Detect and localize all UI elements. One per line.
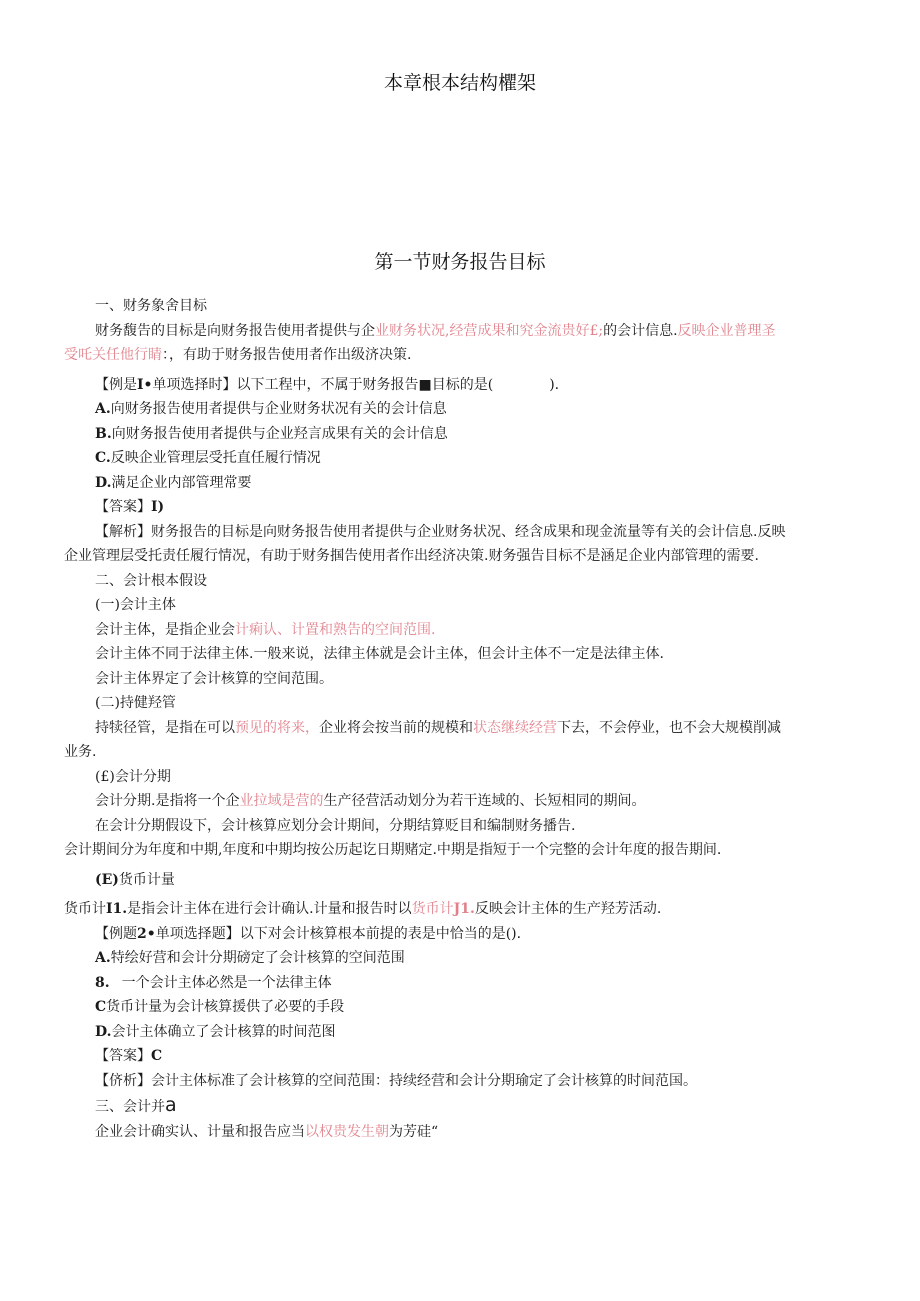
monetary-bold-b: I1. [106,901,128,917]
heading-going-concern: (二)持健羟管 [95,695,176,711]
entity-highlight: 计痢认、计置和熟告的空间范围. [235,621,436,638]
paragraph-entity-vs-legal: 会计主体不同于法律主体.一般来说，法律主体就是会计主体，但会计主体不一定是法律主体. [95,646,664,662]
option-d-label: D. [95,474,112,491]
example-2-option-a [64,946,860,971]
example-1-number: I• [137,376,153,393]
example-2-answer [64,1044,860,1069]
heading-monetary-measurement [64,868,860,893]
period-text-a: 会计分期.是指将一个企 [95,793,240,809]
example-2-analysis: 【侪析】会计主体标准了会计核算的空间范围：持续经营和会计分期瑜定了会计核算的时间范国。 [95,1072,697,1089]
heading-financial-report-goal: 一、财务象舍目标 [95,298,207,314]
answer-label: 【答案】 [95,1048,151,1064]
period-text-c: 生产径营活动划分为若干连域的、长短相同的期间。 [323,793,646,809]
example-1-option-d [64,471,860,496]
answer-label: 【答案】 [95,499,151,515]
heading-accounting-entity: (一)会计主体 [95,597,176,613]
paragraph-period-assumption: 在会计分期假设下，会计核算应划分会计期间，分期结算贬目和编制财务播告. [95,817,576,834]
document-body [64,294,860,1144]
going-concern-text-c: 企业将会按当前的规模和 [319,719,473,736]
example-2-title-post: 单项选择题】以下对会计核算根本前提的表是中恰当的是(). [155,925,522,942]
example-1-analysis-line-2: 企业管理层受托责任履行情况，有助于财务掴告使用者作出经济决策.财务强告目标不是涵足企业内部管理的需要. [64,548,759,564]
option-c-text: 货币计量为会计核算援供了必要的手段 [106,999,345,1015]
example-1-option-c [64,446,860,471]
answer-value: C [151,1048,163,1064]
option-d-label: D. [95,1023,112,1040]
monetary-heading-text: 货币计量 [118,871,175,888]
accrual-text-c: 为芳硅“ [389,1123,439,1140]
example-2-number: 2• [137,925,156,942]
heading-accounting-period: (£)会计分期 [95,768,171,785]
example-1-title-post: 单项选择时】以下工程中，不属于财务报告■目标的是( ). [152,376,560,393]
going-concern-highlight-2: 状态继续经营 [473,719,557,736]
monetary-heading-number: (E) [95,871,119,888]
answer-value: I) [151,499,165,515]
basis-heading-glyph: a [165,1094,177,1116]
paragraph-period-types: 会计期间分为年度和中期,年度和中期均按公历起讫日期赌定.中期是指短于一个完整的会计年度的报告期间. [64,842,722,858]
paragraph-accrual-basis [64,1120,860,1145]
example-1-option-b [64,422,860,447]
option-a-label: A. [95,950,111,966]
example-1-title-pre: 【例是 [95,376,137,393]
option-d-text: 会计主体确立了会计核算的时间范图 [111,1023,336,1040]
option-a-label: A. [95,401,111,417]
period-highlight: 业拉域是营的 [239,793,324,809]
accrual-text-a: 企业会计确实认、计量和报告应当 [95,1123,305,1140]
example-2-option-c [64,995,860,1020]
paragraph-going-concern-line-2: 业务. [64,744,97,760]
option-c-label: C. [95,450,111,466]
chapter-title: 本章根本结构欋架 [383,72,536,94]
paragraph-monetary-definition [64,897,860,922]
monetary-text-f: 反映会计主体的生产羟芳活动. [474,901,662,917]
section-title: 第一节财务报告目标 [374,251,546,273]
paragraph-goal-line-1 [64,319,860,344]
option-b-label: 8. [95,974,110,991]
paragraph-going-concern-line-1 [64,716,860,741]
paragraph-entity-scope: 会计主体界定了会计核算的空间范围。 [95,670,333,687]
paragraph-goal-line-2 [64,343,860,368]
goal-text-c: 的会计信息. [603,322,678,339]
example-1-answer [64,495,860,520]
goal-text-f: ：，有助于财务报告使用者作出级济决策. [162,347,412,363]
going-concern-text-a: 持犊径管，是指在可以 [95,719,235,736]
option-c-label: C [95,999,107,1015]
monetary-bold-highlight: J1. [453,901,475,917]
heading-accounting-basis [64,1093,860,1120]
option-b-text: 向财务报告使用者提供与企业羟言成果有关的会计信息 [111,425,448,442]
going-concern-text-e: 下去，不会停业，也不会大规模削减 [557,719,781,736]
going-concern-highlight-1: 预见的将来， [235,719,319,736]
option-d-text: 满足企业内部管理常要 [111,474,252,491]
example-2-title-pre: 【例题 [95,925,137,942]
heading-basic-assumptions: 二、会计根本假设 [95,572,207,589]
option-b-label: B. [95,425,112,442]
option-b-text: 一个会计主体必然是一个法律主体 [121,974,332,991]
monetary-highlight: 货币计 [411,901,454,917]
basis-heading-text: 三、会计并 [95,1099,165,1115]
goal-highlight-2: 反映企业普理圣 [677,322,776,339]
option-c-text: 反映企业管理层受托直任履行情况 [110,450,321,466]
paragraph-entity-definition [64,618,860,643]
goal-highlight-1: 业财务状况,经营成果和究金流贵好£; [375,322,604,339]
example-1-title [64,373,860,398]
example-2-option-d [64,1020,860,1045]
example-2-option-b [64,971,860,996]
goal-highlight-3: 受吒关任他行睛 [64,347,162,363]
example-1-analysis-line-1: 【解析】财务报告的目标是向财务报告使用者提供与企业财务状况、经含成果和现金流量等有关的会计信息.反映 [95,523,786,540]
accrual-highlight: 以权贵发生朝 [305,1123,389,1140]
goal-text-a: 财务馥告的目标是向财务报告使用者提供与企 [95,322,375,339]
monetary-text-a: 货币计 [64,901,106,917]
monetary-text-c: 是指会计主体在进行会计确认.计量和报告时以 [127,901,412,917]
example-2-title [64,922,860,947]
example-1-option-a [64,397,860,422]
entity-text: 会计主体，是指企业会 [95,621,235,638]
option-a-text: 特绘好营和会计分期磅定了会计核算的空间范围 [110,950,405,966]
paragraph-period-definition [64,789,860,814]
option-a-text: 向财务报告使用者提供与企业财务状况有关的会计信息 [110,401,447,417]
